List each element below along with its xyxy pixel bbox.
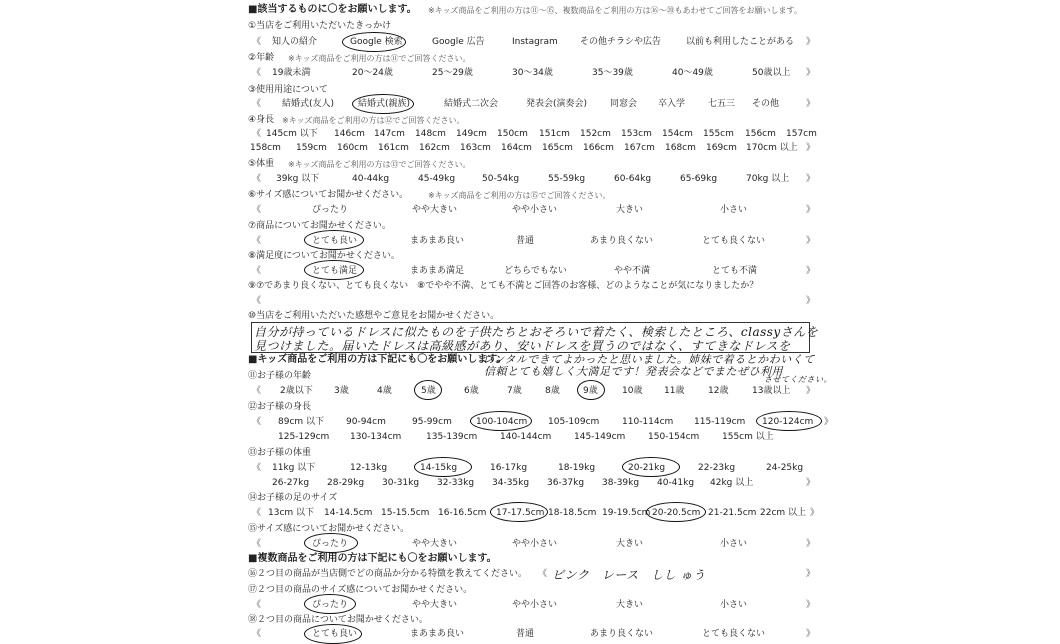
q11-option[interactable]: 9歳: [583, 386, 598, 396]
answer-circle: [470, 411, 532, 431]
handwritten-comment: 自分が持っているドレスに似たものを子供たちとおそろいで着たく、検索したところ、classyさんを: [254, 325, 819, 339]
bracket-open: 《: [252, 174, 262, 184]
answer-circle: [304, 230, 364, 250]
q16-label: ⑯２つ目の商品が当店側でどの商品か分かる特徴を教えてください。: [248, 569, 528, 579]
bracket-close: 》: [810, 508, 820, 518]
q12-option[interactable]: 95-99cm: [412, 417, 452, 427]
bracket-open: 《: [252, 629, 262, 639]
q18-option[interactable]: とても良くない: [702, 629, 766, 639]
q11-option[interactable]: 4歳: [377, 386, 392, 396]
q6-label: ⑥サイズ感についてお聞かせください。: [248, 190, 409, 200]
q7-option[interactable]: あまり良くない: [590, 236, 654, 246]
q7-option[interactable]: 普通: [516, 236, 535, 246]
q14-option[interactable]: 20-20.5cm: [652, 508, 701, 518]
q12-option[interactable]: 145-149cm: [574, 432, 626, 442]
q13-option[interactable]: 12-13kg: [350, 463, 388, 473]
q3-option[interactable]: 七五三: [708, 99, 736, 109]
q15-option[interactable]: 大きい: [616, 539, 644, 549]
q12-option[interactable]: 130-134cm: [350, 432, 402, 442]
q4-option[interactable]: 154cm: [662, 129, 693, 139]
form-note: ※キッズ商品をご利用の方は⑪〜⑮、複数商品をご利用の方は⑯〜⑳もあわせてご回答をお願いします。: [428, 6, 802, 15]
q2-option[interactable]: 20〜24歳: [352, 68, 393, 78]
handwritten-comment: 見つけました。届いたドレスは高級感があり、安いドレスを買うのではなく、すてきなドレスを: [254, 339, 791, 353]
bracket-close: 》: [806, 569, 816, 579]
q4-option[interactable]: 162cm: [419, 143, 450, 153]
answer-circle: [490, 502, 548, 522]
bracket-close: 》: [806, 386, 816, 396]
q13-option[interactable]: 26-27kg: [272, 478, 310, 488]
answer-circle: [352, 94, 414, 114]
q5-option[interactable]: 40-44kg: [352, 174, 390, 184]
bracket-open: 《: [252, 266, 262, 276]
multi-section-title: ■複数商品をご利用の方は下記にも〇をお願いします。: [248, 553, 497, 564]
q4-option[interactable]: 159cm: [296, 143, 327, 153]
bracket-close: 》: [806, 143, 816, 153]
q4-option[interactable]: 161cm: [378, 143, 409, 153]
q3-option[interactable]: 結婚式(友人): [282, 99, 335, 109]
bracket-open: 《: [252, 99, 262, 109]
bracket-close: 》: [806, 266, 816, 276]
q15-label: ⑮サイズ感についてお聞かせください。: [248, 524, 410, 534]
bracket-open: 《: [252, 236, 262, 246]
form-title: ■該当するものに〇をお願いします。: [248, 4, 417, 15]
q4-note: ※キッズ商品をご利用の方は⑫でご回答ください。: [282, 116, 465, 125]
q4-option[interactable]: 153cm: [621, 129, 652, 139]
q14-option[interactable]: 22cm 以上: [760, 508, 807, 518]
q8-option[interactable]: まあまあ満足: [410, 266, 465, 276]
q10-label: ⑩当店をご利用いただいた感想やご意見をお聞かせください。: [248, 311, 500, 321]
q18-option[interactable]: まあまあ良い: [410, 629, 465, 639]
q1-option[interactable]: その他チラシや広告: [580, 37, 662, 47]
q12-option[interactable]: 155cm 以上: [722, 432, 774, 442]
answer-circle: [622, 457, 680, 477]
bracket-close: 》: [806, 205, 816, 215]
bracket-open: 《: [252, 600, 262, 610]
bracket-close: 》: [806, 296, 816, 306]
bracket-open: 《: [252, 68, 262, 78]
q8-label: ⑧満足度についてお聞かせください。: [248, 251, 400, 261]
q15-option[interactable]: やや大きい: [412, 539, 458, 549]
q4-label: ④身長: [248, 115, 275, 125]
q13-option[interactable]: 32-33kg: [437, 478, 475, 488]
bracket-open: 《: [252, 296, 262, 306]
handwritten-comment: 信頼とても嬉しく大満足です！発表会などでまたぜひ利用: [484, 365, 783, 378]
handwritten-answer: ピンク レース しし ゅう: [552, 568, 706, 582]
bracket-open: 《: [252, 539, 262, 549]
q3-option[interactable]: 結婚式二次会: [444, 99, 499, 109]
q12-option[interactable]: 110-114cm: [622, 417, 674, 427]
q5-note: ※キッズ商品をご利用の方は⑬でご回答ください。: [288, 160, 471, 169]
bracket-close: 》: [806, 600, 816, 610]
q12-option[interactable]: 135-139cm: [426, 432, 478, 442]
q3-option[interactable]: その他: [752, 99, 780, 109]
q5-option[interactable]: 70kg 以上: [746, 174, 790, 184]
q1-option[interactable]: Google 検索: [350, 37, 403, 47]
answer-circle: [414, 380, 442, 400]
q12-option[interactable]: 150-154cm: [648, 432, 700, 442]
bracket-close: 》: [806, 174, 816, 184]
q13-option[interactable]: 22-23kg: [698, 463, 736, 473]
q14-option[interactable]: 19-19.5cm: [602, 508, 651, 518]
q7-option[interactable]: とても良い: [312, 236, 358, 246]
q14-option[interactable]: 18-18.5cm: [548, 508, 597, 518]
q8-option[interactable]: とても満足: [312, 266, 358, 276]
q6-option[interactable]: 小さい: [720, 205, 748, 215]
q14-option[interactable]: 13cm 以下: [268, 508, 315, 518]
bracket-open: 《: [252, 386, 262, 396]
q13-option[interactable]: 11kg 以下: [272, 463, 316, 473]
q4-option[interactable]: 149cm: [456, 129, 487, 139]
q6-option[interactable]: やや大きい: [412, 205, 458, 215]
q4-option[interactable]: 145cm 以下: [266, 129, 318, 139]
bracket-open: 《: [252, 205, 262, 215]
q13-option[interactable]: 38-39kg: [602, 478, 640, 488]
q7-option[interactable]: まあまあ良い: [410, 236, 465, 246]
q17-option[interactable]: 小さい: [720, 600, 748, 610]
q11-option[interactable]: 7歳: [507, 386, 522, 396]
q15-option[interactable]: 小さい: [720, 539, 748, 549]
q9-label: ⑨⑦であまり良くない、とても良くない ⑧でやや不満、とても不満とご回答のお客様、どのようなことが気になりましたか？: [248, 281, 759, 291]
q4-option[interactable]: 167cm: [624, 143, 655, 153]
q11-label: ⑪お子様の年齢: [248, 371, 312, 381]
q3-option[interactable]: 発表会(演奏会): [526, 99, 588, 109]
answer-circle: [414, 457, 472, 477]
q11-option[interactable]: 12歳: [708, 386, 729, 396]
q4-option[interactable]: 166cm: [583, 143, 614, 153]
q17-label: ⑰２つ目の商品のサイズ感についてお聞かせください。: [248, 585, 473, 595]
q4-option[interactable]: 148cm: [415, 129, 446, 139]
q11-option[interactable]: 5歳: [421, 386, 436, 396]
q8-option[interactable]: とても不満: [712, 266, 758, 276]
bracket-close: 》: [806, 478, 816, 488]
bracket-open: 《: [538, 569, 548, 579]
bracket-open: 《: [252, 37, 262, 47]
q12-option[interactable]: 125-129cm: [278, 432, 330, 442]
q5-option[interactable]: 60-64kg: [614, 174, 652, 184]
q14-option[interactable]: 17-17.5cm: [496, 508, 545, 518]
q18-option[interactable]: あまり良くない: [590, 629, 654, 639]
q2-option[interactable]: 50歳以上: [752, 68, 791, 78]
q4-option[interactable]: 160cm: [337, 143, 368, 153]
answer-circle: [646, 502, 706, 522]
q13-option[interactable]: 30-31kg: [382, 478, 420, 488]
bracket-open: 《: [252, 508, 262, 518]
answer-circle: [304, 594, 356, 614]
q18-option[interactable]: 普通: [516, 629, 535, 639]
q14-option[interactable]: 16-16.5cm: [438, 508, 487, 518]
answer-circle: [577, 380, 605, 400]
handwritten-comment: レンタルできてよかったと思いました。姉妹で着るとかわいくて: [482, 353, 815, 366]
q15-option[interactable]: ぴったり: [312, 539, 349, 549]
q12-option[interactable]: 100-104cm: [476, 417, 528, 427]
q4-option[interactable]: 164cm: [501, 143, 532, 153]
q14-option[interactable]: 14-14.5cm: [324, 508, 373, 518]
q12-option[interactable]: 89cm 以下: [278, 417, 325, 427]
q2-option[interactable]: 25〜29歳: [432, 68, 473, 78]
q12-option[interactable]: 140-144cm: [500, 432, 552, 442]
q2-note: ※キッズ商品をご利用の方は⑪でご回答ください。: [288, 54, 471, 63]
q13-option[interactable]: 24-25kg: [766, 463, 804, 473]
bracket-close: 》: [806, 629, 816, 639]
q5-option[interactable]: 65-69kg: [680, 174, 718, 184]
q11-option[interactable]: 13歳以上: [752, 386, 791, 396]
kids-section-title: ■キッズ商品をご利用の方は下記にも〇をお願いします。: [248, 354, 507, 365]
q3-label: ③使用用途について: [248, 85, 328, 95]
q14-label: ⑭お子様の足のサイズ: [248, 493, 338, 503]
q5-label: ⑤体重: [248, 159, 275, 169]
q7-label: ⑦商品についてお聞かせください。: [248, 221, 391, 231]
q13-option[interactable]: 40-41kg: [657, 478, 695, 488]
answer-circle: [756, 411, 822, 431]
q4-option[interactable]: 169cm: [706, 143, 737, 153]
q4-option[interactable]: 163cm: [460, 143, 491, 153]
q12-option[interactable]: 105-109cm: [548, 417, 600, 427]
q11-option[interactable]: 6歳: [464, 386, 479, 396]
q4-option[interactable]: 146cm: [334, 129, 365, 139]
q4-option[interactable]: 151cm: [539, 129, 570, 139]
q13-option[interactable]: 20-21kg: [628, 463, 666, 473]
q13-option[interactable]: 42kg 以上: [710, 478, 754, 488]
bracket-close: 》: [806, 539, 816, 549]
q13-option[interactable]: 28-29kg: [327, 478, 365, 488]
q6-option[interactable]: やや小さい: [512, 205, 558, 215]
q5-option[interactable]: 50-54kg: [482, 174, 520, 184]
bracket-close: 》: [806, 68, 816, 78]
q3-option[interactable]: 卒入学: [658, 99, 686, 109]
q15-option[interactable]: やや小さい: [512, 539, 558, 549]
q2-label: ②年齢: [248, 53, 275, 63]
bracket-close: 》: [806, 99, 816, 109]
q12-option[interactable]: 120-124cm: [762, 417, 814, 427]
q11-option[interactable]: 8歳: [545, 386, 560, 396]
bracket-close: 》: [806, 37, 816, 47]
q13-option[interactable]: 36-37kg: [547, 478, 585, 488]
q4-option[interactable]: 165cm: [542, 143, 573, 153]
q4-option[interactable]: 158cm: [250, 143, 281, 153]
q11-option[interactable]: 11歳: [664, 386, 685, 396]
q8-option[interactable]: どちらでもない: [504, 266, 567, 276]
q17-option[interactable]: やや大きい: [412, 600, 458, 610]
q4-option[interactable]: 155cm: [703, 129, 734, 139]
q6-note: ※キッズ商品をご利用の方は⑮でご回答ください。: [428, 191, 611, 200]
q1-label: ①当店をご利用いただいたきっかけ: [248, 21, 392, 31]
bracket-close: 》: [824, 417, 834, 427]
q17-option[interactable]: ぴったり: [312, 600, 349, 610]
q2-option[interactable]: 40〜49歳: [672, 68, 713, 78]
q14-option[interactable]: 21-21.5cm: [708, 508, 757, 518]
q4-option[interactable]: 156cm: [745, 129, 776, 139]
q2-option[interactable]: 30〜34歳: [512, 68, 553, 78]
q12-option[interactable]: 115-119cm: [694, 417, 746, 427]
q14-option[interactable]: 15-15.5cm: [381, 508, 430, 518]
q18-label: ⑱２つ目の商品についてお聞かせください。: [248, 615, 428, 625]
q1-option[interactable]: Instagram: [512, 37, 558, 47]
q4-option[interactable]: 170cm 以上: [746, 143, 798, 153]
q12-option[interactable]: 90-94cm: [346, 417, 386, 427]
q8-option[interactable]: やや不満: [614, 266, 651, 276]
q17-option[interactable]: やや小さい: [512, 600, 558, 610]
q4-option[interactable]: 150cm: [497, 129, 528, 139]
q13-label: ⑬お子様の体重: [248, 448, 312, 458]
bracket-open: 《: [252, 463, 262, 473]
q12-label: ⑫お子様の身長: [248, 402, 312, 412]
q13-option[interactable]: 16-17kg: [490, 463, 528, 473]
answer-circle: [304, 624, 362, 644]
answer-circle: [342, 32, 406, 52]
q11-option[interactable]: 2歳以下: [280, 386, 313, 396]
bracket-open: 《: [252, 129, 262, 139]
bracket-close: 》: [806, 236, 816, 246]
q13-option[interactable]: 34-35kg: [492, 478, 530, 488]
q4-option[interactable]: 152cm: [580, 129, 611, 139]
q13-option[interactable]: 18-19kg: [558, 463, 596, 473]
q4-option[interactable]: 157cm: [786, 129, 817, 139]
q2-option[interactable]: 19歳未満: [272, 68, 311, 78]
q13-option[interactable]: 14-15kg: [420, 463, 458, 473]
q6-option[interactable]: ぴったり: [312, 205, 349, 215]
q7-option[interactable]: とても良くない: [702, 236, 766, 246]
q1-option[interactable]: Google 広告: [432, 37, 485, 47]
q1-option[interactable]: 知人の紹介: [272, 37, 318, 47]
q5-option[interactable]: 39kg 以下: [276, 174, 320, 184]
q18-option[interactable]: とても良い: [312, 629, 358, 639]
q2-option[interactable]: 35〜39歳: [592, 68, 633, 78]
q3-option[interactable]: 結婚式(親族): [358, 99, 411, 109]
q11-option[interactable]: 3歳: [334, 386, 349, 396]
q4-option[interactable]: 168cm: [665, 143, 696, 153]
q4-option[interactable]: 147cm: [374, 129, 405, 139]
q5-option[interactable]: 55-59kg: [548, 174, 586, 184]
q5-option[interactable]: 45-49kg: [418, 174, 456, 184]
q3-option[interactable]: 同窓会: [610, 99, 638, 109]
q6-option[interactable]: 大きい: [616, 205, 644, 215]
q1-option[interactable]: 以前も利用したことがある: [686, 37, 795, 47]
q11-option[interactable]: 10歳: [622, 386, 643, 396]
q17-option[interactable]: 大きい: [616, 600, 644, 610]
answer-circle: [304, 260, 364, 280]
answer-circle: [304, 533, 358, 553]
bracket-open: 《: [252, 417, 262, 427]
handwritten-comment: させてください。: [764, 375, 832, 384]
